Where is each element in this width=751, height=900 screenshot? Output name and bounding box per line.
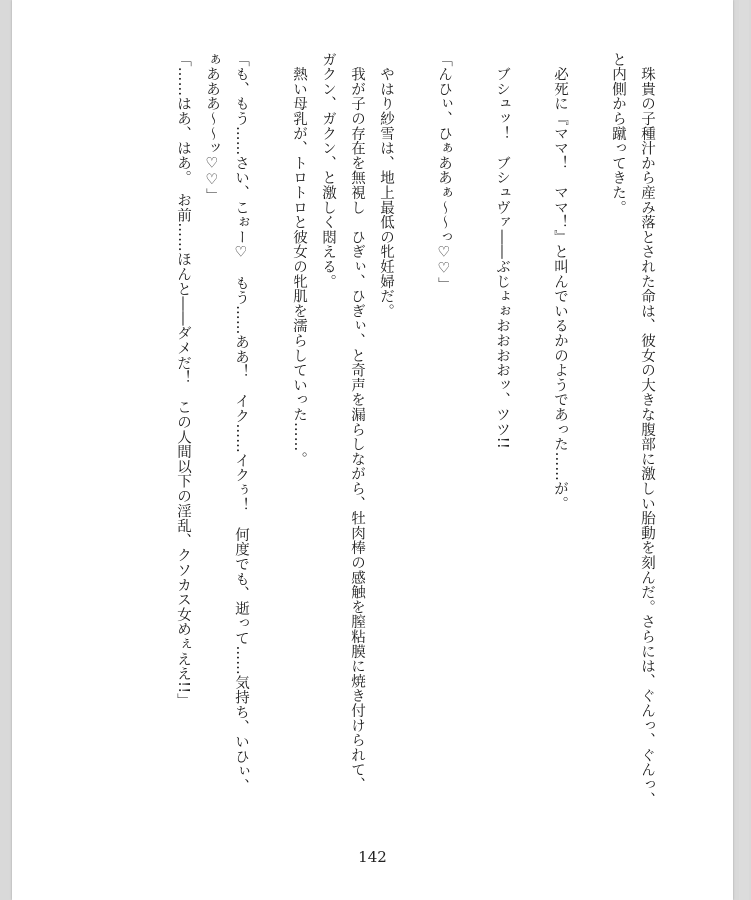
vertical-scrollbar[interactable] [739,0,749,900]
text-line: 必死に『ママ！ ママ！』と叫んでいるかのようであった……が。 [552,52,568,511]
text-line: ガクン、ガクン、と激しく悶える。 [320,52,336,289]
page-body-text [168,52,661,807]
text-line: ぁあああ～～ッ♡♡」 [204,52,220,203]
blank-line [255,52,284,712]
text-line: やはり紗雪は、地上最低の牝妊婦だ。 [378,52,394,319]
book-page [12,0,733,900]
blank-line [574,52,603,712]
text-line: 珠貴の子種汁から産み落とされた命は、彼女の大きな腹部に激しい胎動を刻んだ。さらには、ぐんっ、ぐんっ、 [639,52,655,807]
text-line: と内側から蹴ってきた。 [610,52,626,215]
text-line: ブシュッ！ ブシュヴァ――ぶじょぉおおおおッ、ツツ!! [494,52,510,450]
text-line: 「……はあ、はあ。 お前……ほんと――ダメだ！ この人間以下の淫乱、クソカス女めぇええ!!」 [175,52,191,709]
text-line: 「も、もう……さい、こぉー♡ もう……ああ！ イク……イクぅ！ 何度でも、逝って……気持ち、いひぃ、 [233,52,249,794]
text-line: 我が子の存在を無視し ひぎぃ、ひぎぃ、と奇声を漏らしながら、牡肉棒の感触を膣粘膜に焼き付けられて、 [349,52,365,792]
blank-line [400,52,429,712]
blank-line [458,52,487,712]
text-line: 「んひぃ、ひぁああぁ～～っ♡♡」 [436,52,452,292]
blank-line [516,52,545,712]
page-number: 142 [358,848,387,866]
text-line: 熱い母乳が、トロトロと彼女の牝肌を濡らしていった……。 [291,52,307,467]
